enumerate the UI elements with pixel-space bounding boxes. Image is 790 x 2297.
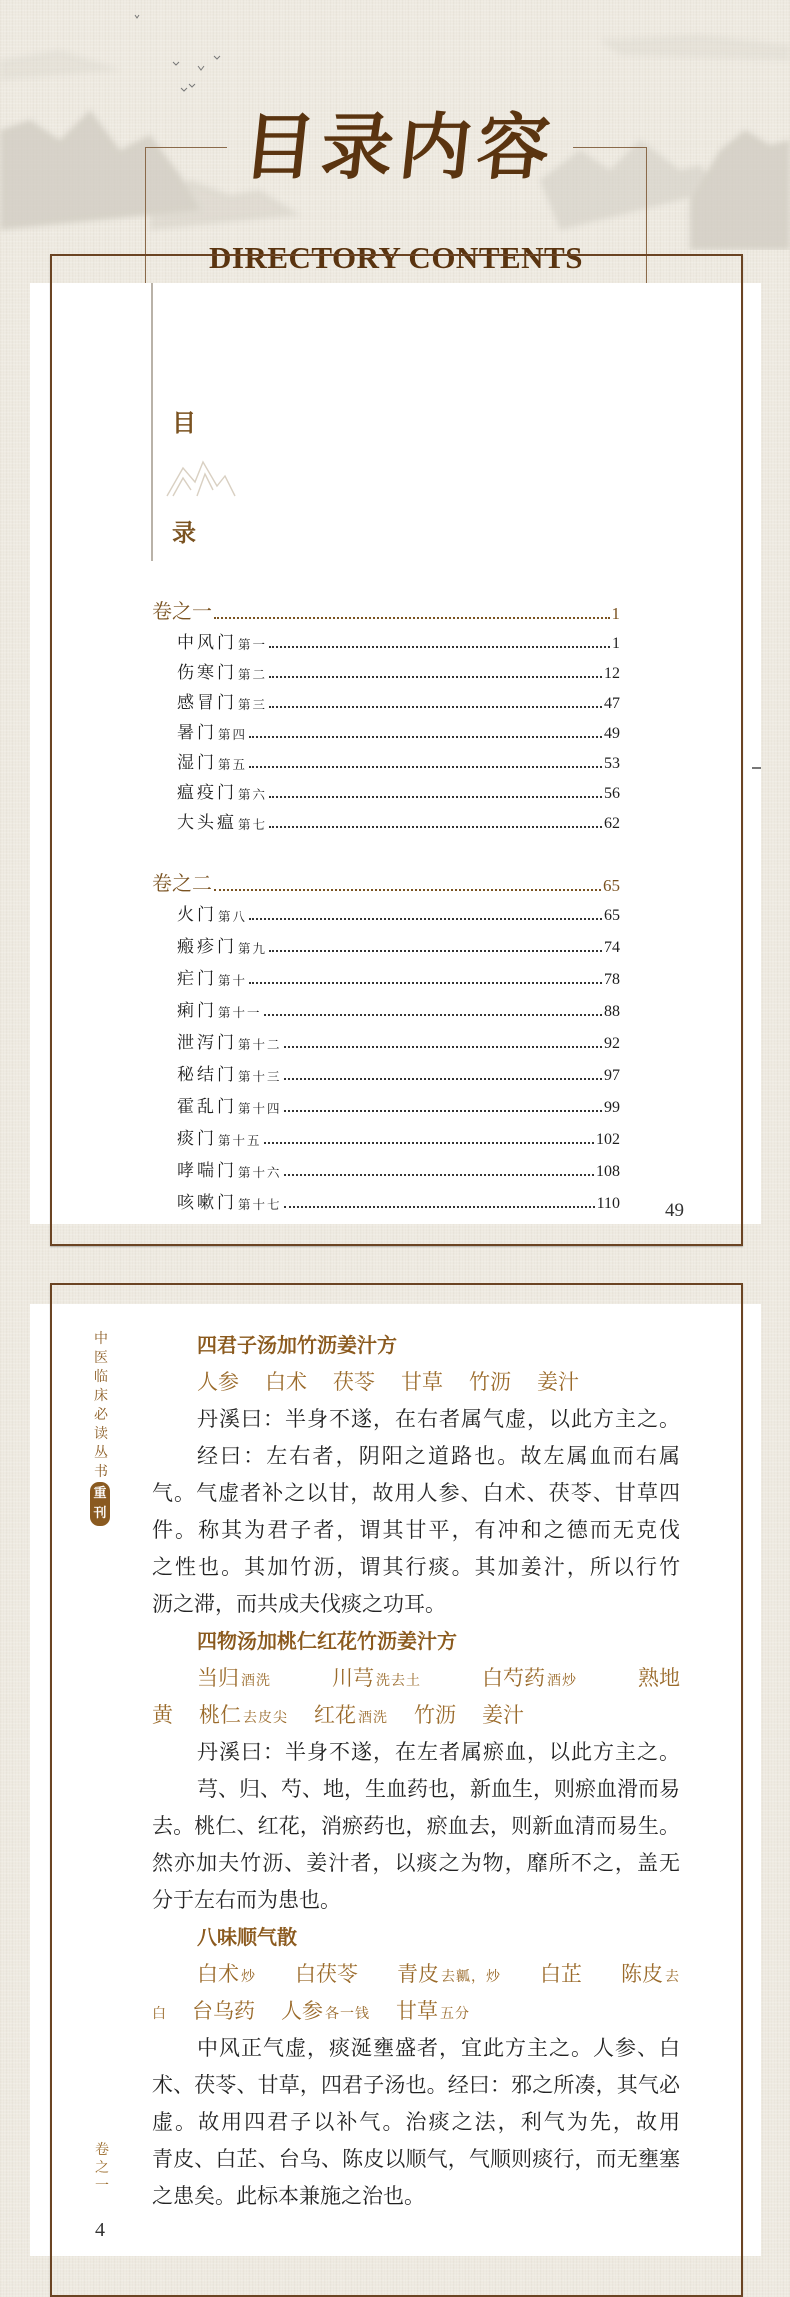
- toc-entry[interactable]: [177, 811, 620, 833]
- toc-entry-name: 泄泻门: [177, 1033, 237, 1053]
- body-text-line: 气。气虚者补之以甘，故用人参、白术、茯苓、甘草四: [152, 1481, 680, 1505]
- formula-title: 四物汤加桃仁红花竹沥姜汁方: [197, 1629, 457, 1653]
- dotted-leader: [214, 617, 610, 619]
- page-number: 4: [95, 2219, 105, 2241]
- toc-entry-name: 中风门: [177, 633, 237, 653]
- herb-name: 红花: [314, 1703, 356, 1727]
- herb-name: 川芎: [332, 1666, 374, 1690]
- toc-page-number: 74: [604, 939, 620, 956]
- toc-entry-name: 痢门: [177, 1001, 217, 1021]
- herb-name: 甘草: [401, 1370, 443, 1394]
- herb-name: 黄: [152, 1703, 173, 1727]
- toc-volume-entry[interactable]: [152, 600, 620, 624]
- herb-name: 青皮: [397, 1962, 439, 1986]
- herb-note: 各一钱: [325, 2006, 370, 2022]
- body-text-line: 经曰：左右者，阴阳之道路也。故左属血而右属: [197, 1444, 680, 1468]
- toc-entry-name: 瘟疫门: [177, 783, 237, 803]
- toc-entry[interactable]: [177, 781, 620, 803]
- toc-entry-name: 痰门: [177, 1129, 217, 1149]
- herb-list: [152, 1700, 680, 1730]
- herb-name: 桃仁: [199, 1703, 241, 1727]
- toc-entry-ordinal: 第十四: [238, 1101, 282, 1116]
- title-frame-top-right: [573, 147, 647, 148]
- dotted-leader: [269, 646, 610, 648]
- toc-entry-ordinal: 第十六: [238, 1165, 282, 1180]
- dotted-leader: [214, 889, 601, 891]
- herb-note: 酒洗: [241, 1673, 271, 1689]
- body-text-line: 沥之滞，而共成夫伐痰之功耳。: [152, 1592, 446, 1616]
- toc-page-number: 99: [604, 1099, 620, 1116]
- toc-entry-ordinal: 第十: [218, 973, 248, 988]
- toc-entry-name: 伤寒门: [177, 663, 237, 683]
- body-text-line: 去。桃仁、红花，消瘀药也，瘀血去，则新血清而易生。: [152, 1814, 680, 1838]
- herb-note: 酒炒: [547, 1673, 577, 1689]
- toc-entry[interactable]: [177, 1095, 620, 1117]
- dotted-leader: [249, 982, 602, 984]
- toc-page-number: 88: [604, 1003, 620, 1020]
- toc-page-number: 1: [612, 635, 620, 652]
- herb-name: 白茯苓: [295, 1962, 358, 1986]
- toc-page-number: 102: [596, 1131, 620, 1148]
- herb-list: [152, 1663, 680, 1693]
- toc-entry[interactable]: [177, 691, 620, 713]
- herb-name: 竹沥: [414, 1703, 456, 1727]
- herb-item: [314, 1700, 388, 1733]
- herb-name: 姜汁: [482, 1703, 524, 1727]
- toc-page-number: 62: [604, 815, 620, 832]
- series-title-char: 中: [94, 1331, 108, 1347]
- herb-item: [265, 1367, 307, 1397]
- toc-page-number: 97: [604, 1067, 620, 1084]
- dotted-leader: [269, 796, 602, 798]
- herb-item: [197, 1367, 239, 1397]
- herb-list: [152, 1996, 680, 2026]
- toc-entry-name: 疟门: [177, 969, 217, 989]
- toc-page-number: 108: [596, 1163, 620, 1180]
- volume-label-char: 一: [95, 2178, 109, 2194]
- toc-entry-ordinal: 第一: [238, 637, 268, 652]
- herb-note: 酒洗: [358, 1710, 388, 1726]
- herb-name: 竹沥: [469, 1370, 511, 1394]
- toc-entry-ordinal: 第十一: [218, 1005, 262, 1020]
- toc-entry[interactable]: [177, 903, 620, 925]
- herb-note: 去瓤，炒: [441, 1969, 501, 1985]
- page-subtitle: DIRECTORY CONTENTS: [209, 240, 583, 275]
- herb-name: 白术: [197, 1962, 239, 1986]
- toc-entry-ordinal: 第五: [218, 757, 248, 772]
- herb-item: [295, 1959, 358, 1989]
- herb-item: [333, 1367, 375, 1397]
- toc-entry-name: 火门: [177, 905, 217, 925]
- herb-item: [469, 1367, 511, 1397]
- series-title-char: 医: [94, 1350, 108, 1366]
- series-title-char: 丛: [94, 1445, 108, 1461]
- page-title: 目录内容: [239, 104, 561, 189]
- toc-page-number: 1: [611, 604, 620, 623]
- herb-list: [152, 1367, 680, 1397]
- body-text-line: 中风正气虚，痰涎壅盛者，宜此方主之。人参、白: [197, 2036, 680, 2060]
- herb-item: [482, 1700, 524, 1730]
- toc-entry[interactable]: [177, 631, 620, 653]
- body-text-line: 之患矣。此标本兼施之治也。: [152, 2184, 425, 2208]
- toc-entry[interactable]: [177, 935, 620, 957]
- herb-item: [482, 1663, 577, 1696]
- dotted-leader: [284, 1078, 602, 1080]
- toc-page-number: 47: [604, 695, 620, 712]
- dotted-leader: [284, 1206, 595, 1208]
- toc-volume-label: 卷之一: [152, 599, 212, 623]
- herb-item: [152, 1996, 166, 2029]
- herb-name: 茯苓: [333, 1370, 375, 1394]
- body-text-line: 术、茯苓、甘草，四君子汤也。经曰：邪之所凑，其气必: [152, 2073, 680, 2097]
- body-text-line: 丹溪曰：半身不遂，在右者属气虚，以此方主之。: [197, 1407, 680, 1431]
- herb-item: [396, 1996, 470, 2029]
- toc-entry-name: 哮喘门: [177, 1161, 237, 1181]
- dotted-leader: [264, 1142, 594, 1144]
- herb-note: 洗去土: [376, 1673, 421, 1689]
- herb-name: 白芷: [540, 1962, 582, 1986]
- dotted-leader: [249, 918, 602, 920]
- toc-entry-ordinal: 第十二: [238, 1037, 282, 1052]
- body-text-line: 分于左右而为患也。: [152, 1888, 341, 1912]
- herb-name: 姜汁: [537, 1370, 579, 1394]
- body-text-line: 丹溪曰：半身不遂，在左者属瘀血，以此方主之。: [197, 1740, 680, 1764]
- dotted-leader: [284, 1110, 602, 1112]
- toc-entry-name: 暑门: [177, 723, 217, 743]
- body-text-line: 芎、归、芍、地，生血药也，新血生，则瘀血滑而易: [197, 1777, 680, 1801]
- series-title-char: 床: [94, 1388, 108, 1404]
- herb-name: 台乌药: [192, 1999, 255, 2023]
- herb-name: 白术: [265, 1370, 307, 1394]
- series-seal: 重刊: [90, 1482, 110, 1526]
- toc-entry-name: 霍乱门: [177, 1097, 237, 1117]
- herb-name: 当归: [197, 1666, 239, 1690]
- herb-item: [197, 1663, 271, 1696]
- toc-entry-ordinal: 第八: [218, 909, 248, 924]
- herb-name: 人参: [197, 1370, 239, 1394]
- herb-item: [152, 1700, 173, 1730]
- toc-page-number: 65: [604, 907, 620, 924]
- toc-heading-char-2: 录: [172, 518, 196, 547]
- toc-entry-ordinal: 第三: [238, 697, 268, 712]
- dotted-leader: [284, 1046, 602, 1048]
- herb-name: 白芍药: [482, 1666, 545, 1690]
- toc-volume-entry[interactable]: [152, 872, 620, 896]
- herb-item: [332, 1663, 421, 1696]
- toc-entry[interactable]: [177, 1159, 620, 1181]
- herb-name: 陈皮: [621, 1962, 663, 1986]
- margin-tick: [752, 767, 761, 769]
- toc-entry-ordinal: 第十五: [218, 1133, 262, 1148]
- herb-list: [152, 1959, 680, 1989]
- page-number: 49: [665, 1200, 684, 1221]
- herb-item: [192, 1996, 255, 2026]
- toc-entry-ordinal: 第二: [238, 667, 268, 682]
- herb-name: 熟地: [638, 1666, 680, 1690]
- body-text-line: 虚。故用四君子以补气。治痰之法，利气为先，故用: [152, 2110, 680, 2134]
- toc-entry[interactable]: [177, 721, 620, 743]
- toc-entry[interactable]: [177, 1063, 620, 1085]
- title-frame-top-left: [145, 147, 227, 148]
- toc-entry[interactable]: [177, 999, 620, 1021]
- toc-entry-name: 咳嗽门: [177, 1193, 237, 1213]
- volume-label-char: 之: [95, 2160, 109, 2176]
- dotted-leader: [269, 706, 602, 708]
- herb-item: [199, 1700, 288, 1733]
- toc-page-number: 92: [604, 1035, 620, 1052]
- body-text-line: 青皮、白芷、台乌、陈皮以顺气，气顺则痰行，而无壅塞: [152, 2147, 680, 2171]
- herb-note: 五分: [440, 2006, 470, 2022]
- toc-page-number: 65: [603, 876, 620, 895]
- dotted-leader: [284, 1174, 594, 1176]
- formula-title: 八味顺气散: [197, 1925, 297, 1949]
- body-text-line: 之性也。其加竹沥，谓其行痰。其加姜汁，所以行竹: [152, 1555, 680, 1579]
- toc-entry-name: 感冒门: [177, 693, 237, 713]
- herb-name: 人参: [281, 1999, 323, 2023]
- herb-item: [540, 1959, 582, 1989]
- toc-page-number: 110: [596, 1195, 620, 1212]
- toc-entry[interactable]: [177, 1191, 620, 1213]
- toc-entry[interactable]: [177, 1127, 620, 1149]
- herb-item: [401, 1367, 443, 1397]
- dotted-leader: [269, 676, 602, 678]
- herb-name: 甘草: [396, 1999, 438, 2023]
- toc-page-number: 49: [604, 725, 620, 742]
- toc-entry-ordinal: 第四: [218, 727, 248, 742]
- vertical-divider: [151, 283, 153, 561]
- series-title-char: 读: [94, 1426, 108, 1442]
- toc-entry-ordinal: 第十七: [238, 1197, 282, 1212]
- herb-note: 炒: [241, 1969, 256, 1985]
- toc-page-number: 56: [604, 785, 620, 802]
- herb-item: [281, 1996, 370, 2029]
- toc-page-number: 78: [604, 971, 620, 988]
- toc-entry-name: 秘结门: [177, 1065, 237, 1085]
- mountain-icon: [165, 458, 237, 498]
- toc-page-number: 12: [604, 665, 620, 682]
- herb-item: [638, 1663, 680, 1693]
- body-text-line: 然亦加夫竹沥、姜汁者，以痰之为物，靡所不之，盖无: [152, 1851, 680, 1875]
- herb-item: [414, 1700, 456, 1730]
- toc-entry-name: 瘢疹门: [177, 937, 237, 957]
- herb-item: [621, 1959, 680, 1992]
- toc-entry[interactable]: [177, 661, 620, 683]
- toc-entry-ordinal: 第七: [238, 817, 268, 832]
- toc-heading-char-1: 目: [172, 408, 196, 437]
- dotted-leader: [249, 766, 602, 768]
- toc-page-number: 53: [604, 755, 620, 772]
- dotted-leader: [264, 1014, 602, 1016]
- toc-entry-ordinal: 第六: [238, 787, 268, 802]
- herb-item: [397, 1959, 501, 1992]
- herb-note: 去皮尖: [243, 1710, 288, 1726]
- toc-entry-name: 大头瘟: [177, 813, 237, 833]
- dotted-leader: [269, 826, 602, 828]
- toc-entry-ordinal: 第九: [238, 941, 268, 956]
- toc-volume-label: 卷之二: [152, 871, 212, 895]
- herb-note: 去: [665, 1969, 680, 1985]
- herb-note: 白: [152, 2006, 166, 2022]
- dotted-leader: [249, 736, 602, 738]
- series-title-char: 必: [94, 1407, 108, 1423]
- series-title-char: 书: [94, 1464, 108, 1480]
- series-title-char: 临: [94, 1369, 108, 1385]
- toc-entry[interactable]: [177, 751, 620, 773]
- toc-entry[interactable]: [177, 1031, 620, 1053]
- herb-item: [537, 1367, 579, 1397]
- formula-title: 四君子汤加竹沥姜汁方: [197, 1333, 397, 1357]
- dotted-leader: [269, 950, 602, 952]
- herb-item: [197, 1959, 256, 1992]
- body-text-line: 件。称其为君子者，谓其甘平，有冲和之德而无克伐: [152, 1518, 680, 1542]
- toc-entry-name: 湿门: [177, 753, 217, 773]
- birds-icon: [135, 15, 220, 91]
- toc-entry-ordinal: 第十三: [238, 1069, 282, 1084]
- toc-entry[interactable]: [177, 967, 620, 989]
- volume-label-char: 卷: [95, 2142, 109, 2158]
